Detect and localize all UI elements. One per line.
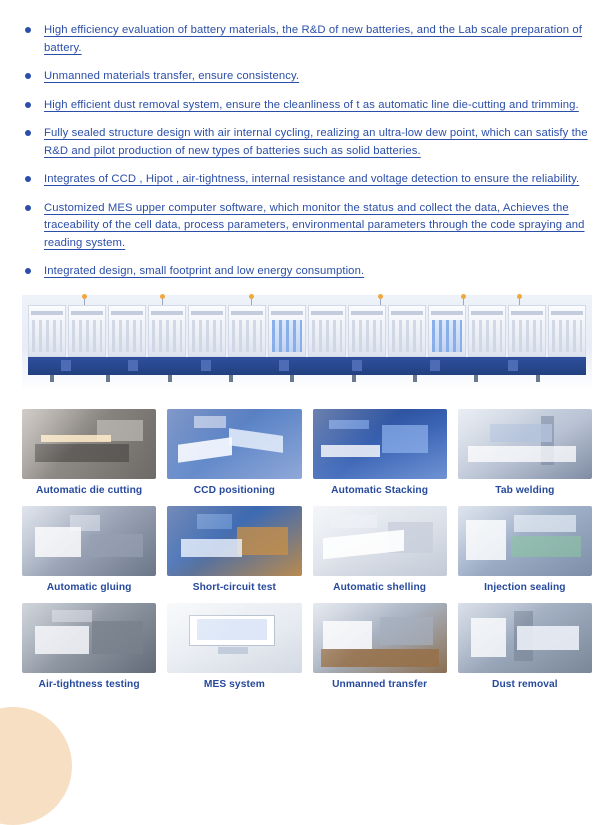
- list-item: [22, 263, 592, 281]
- machine-module: [308, 305, 346, 357]
- machine-module: [508, 305, 546, 357]
- gallery-caption: Unmanned transfer: [332, 678, 428, 690]
- gallery-caption: Short-circuit test: [192, 581, 277, 593]
- machine-module: [428, 305, 466, 357]
- bullet-text: Fully sealed structure design with air internal cycling, realizing an ultra-low dew point, which can satisfy the R&D and pilot production of new types of batteries such as solid batteries.: [44, 125, 592, 160]
- photo-sheen: [458, 409, 592, 479]
- gallery-caption: Injection sealing: [484, 581, 566, 593]
- photo-sheen: [22, 409, 156, 479]
- gallery-caption: Automatic die cutting: [36, 484, 143, 496]
- gallery-item: [22, 506, 156, 593]
- photo-sheen: [167, 603, 301, 673]
- bullet-dot-icon: [25, 205, 31, 211]
- line-legs: [28, 375, 586, 382]
- support-leg: [290, 375, 294, 382]
- base-panel: [352, 360, 362, 371]
- bullet-dot-icon: [25, 73, 31, 79]
- bullet-dot-icon: [25, 27, 31, 33]
- gallery-item: [22, 603, 156, 690]
- photo-sheen: [167, 506, 301, 576]
- automatic-shelling-photo: [313, 506, 447, 576]
- photo-sheen: [167, 409, 301, 479]
- support-leg: [474, 375, 478, 382]
- machine-module: [548, 305, 586, 357]
- support-leg: [352, 375, 356, 382]
- feature-bullet-list: [22, 22, 592, 281]
- photo-sheen: [22, 506, 156, 576]
- base-panel: [430, 360, 440, 371]
- bullet-text: Unmanned materials transfer, ensure consistency.: [44, 68, 592, 86]
- dust-removal-photo: [458, 603, 592, 673]
- support-leg: [413, 375, 417, 382]
- gallery-item: [458, 409, 592, 496]
- base-panel: [128, 360, 138, 371]
- automatic-stacking-photo: [313, 409, 447, 479]
- list-item: [22, 125, 592, 160]
- gallery-item: [167, 409, 301, 496]
- base-panel: [61, 360, 71, 371]
- automatic-gluing-photo: [22, 506, 156, 576]
- machine-module: [28, 305, 66, 357]
- photo-sheen: [22, 603, 156, 673]
- base-panel: [201, 360, 211, 371]
- photo-sheen: [313, 409, 447, 479]
- die-cutting-photo: [22, 409, 156, 479]
- bullet-text: Integrated design, small footprint and low energy consumption.: [44, 263, 592, 281]
- machine-module: [148, 305, 186, 357]
- list-item: [22, 22, 592, 57]
- machine-module: [468, 305, 506, 357]
- machine-module: [348, 305, 386, 357]
- machine-module: [268, 305, 306, 357]
- gallery-caption: Automatic Stacking: [331, 484, 429, 496]
- gallery-caption: Automatic shelling: [333, 581, 427, 593]
- support-leg: [536, 375, 540, 382]
- gallery-item: [313, 506, 447, 593]
- support-leg: [168, 375, 172, 382]
- support-leg: [229, 375, 233, 382]
- process-gallery: [22, 409, 592, 690]
- gallery-caption: MES system: [203, 678, 265, 690]
- gallery-item: [22, 409, 156, 496]
- gallery-caption: Dust removal: [492, 678, 558, 690]
- machine-module: [108, 305, 146, 357]
- photo-sheen: [458, 506, 592, 576]
- gallery-item: [167, 506, 301, 593]
- bullet-dot-icon: [25, 102, 31, 108]
- base-panel: [279, 360, 289, 371]
- short-circuit-test-photo: [167, 506, 301, 576]
- photo-sheen: [458, 603, 592, 673]
- air-tightness-testing-photo: [22, 603, 156, 673]
- machine-module: [228, 305, 266, 357]
- gallery-caption: CCD positioning: [193, 484, 276, 496]
- photo-sheen: [313, 603, 447, 673]
- bullet-text: Integrates of CCD , Hipot , air-tightness, internal resistance and voltage detection to ensure the reliability.: [44, 171, 592, 189]
- tab-welding-photo: [458, 409, 592, 479]
- support-leg: [50, 375, 54, 382]
- machine-modules: [28, 305, 586, 357]
- decorative-corner-circle: [0, 707, 72, 825]
- bullet-dot-icon: [25, 268, 31, 274]
- bullet-text: Customized MES upper computer software, which monitor the status and collect the data, Achieves the traceability of the cell data, process parameters, environmental parameters through the code spraying and reading system.: [44, 200, 592, 253]
- photo-sheen: [313, 506, 447, 576]
- bullet-text: High efficiency evaluation of battery materials, the R&D of new batteries, and the Lab scale preparation of battery.: [44, 22, 592, 57]
- bullet-text: High efficient dust removal system, ensure the cleanliness of t as automatic line die-cutting and trimming.: [44, 97, 592, 115]
- gallery-caption: Tab welding: [495, 484, 555, 496]
- unmanned-transfer-photo: [313, 603, 447, 673]
- base-panel: [508, 360, 518, 371]
- ccd-positioning-photo: [167, 409, 301, 479]
- support-leg: [106, 375, 110, 382]
- machine-module: [188, 305, 226, 357]
- gallery-caption: Air-tightness testing: [38, 678, 140, 690]
- gallery-caption: Automatic gluing: [46, 581, 132, 593]
- machine-module: [388, 305, 426, 357]
- gallery-item: [313, 603, 447, 690]
- list-item: [22, 97, 592, 115]
- injection-sealing-photo: [458, 506, 592, 576]
- bullet-dot-icon: [25, 176, 31, 182]
- machine-module: [68, 305, 106, 357]
- line-base: [28, 357, 586, 375]
- list-item: [22, 200, 592, 253]
- gallery-item: [167, 603, 301, 690]
- list-item: [22, 171, 592, 189]
- gallery-item: [458, 603, 592, 690]
- bullet-dot-icon: [25, 130, 31, 136]
- production-line-photo: [22, 295, 592, 391]
- gallery-item: [313, 409, 447, 496]
- list-item: [22, 68, 592, 86]
- mes-system-photo: [167, 603, 301, 673]
- gallery-item: [458, 506, 592, 593]
